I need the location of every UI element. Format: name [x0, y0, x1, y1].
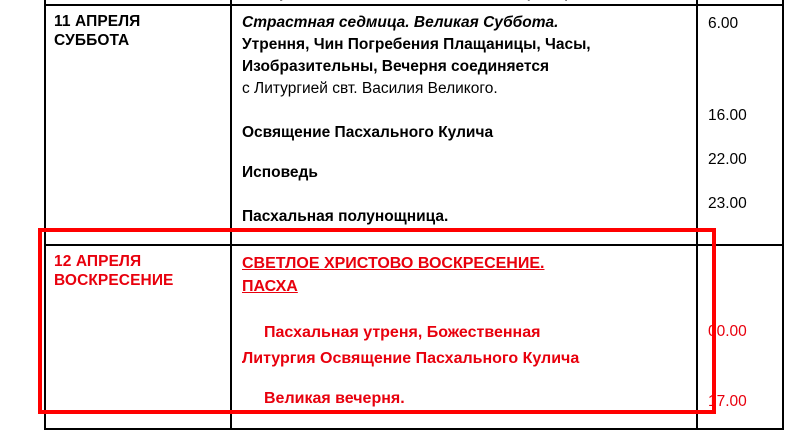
time-1: 6.00: [708, 15, 739, 32]
time-2: 16.00: [708, 107, 747, 124]
time-2: 17.00: [708, 393, 747, 410]
time-3: 22.00: [708, 151, 747, 168]
easter-title-line-2: ПАСХА: [242, 278, 298, 295]
body-line-2: Утрення, Чин Погребения Плащаницы, Часы,: [242, 36, 591, 53]
cell-time: [698, 0, 782, 4]
schedule-table: [44, 0, 784, 430]
clipped-time-text: [708, 0, 774, 4]
table-row-saturday: [44, 4, 784, 244]
body-line-1: Страстная седмица. Великая Суббота.: [242, 14, 559, 31]
body-line-3: Изобразительны, Вечерня соединяется: [242, 58, 549, 75]
time-4: 23.00: [708, 195, 747, 212]
table-row: [44, 0, 784, 4]
easter-body-line-2: Литургия Освящение Пасхального Кулича: [242, 350, 580, 367]
easter-title-line-1: СВЕТЛОЕ ХРИСТОВО ВОСКРЕСЕНИЕ.: [242, 255, 545, 272]
body-line-4: с Литургией свт. Василия Великого.: [242, 80, 498, 97]
cell-date-saturday: [46, 6, 232, 244]
cell-body: [232, 0, 698, 4]
cell-body-easter: [232, 246, 698, 428]
date-line-1: 11 АПРЕЛЯ: [54, 13, 141, 30]
time-1: 00.00: [708, 323, 747, 340]
cell-time-saturday: [698, 6, 782, 244]
easter-body-line-3: Великая вечерня.: [264, 390, 405, 407]
clipped-body-text: [242, 0, 686, 4]
cell-body-saturday: [232, 6, 698, 244]
cell-date: [46, 0, 232, 4]
cell-date-easter: [46, 246, 232, 428]
body-line-6: Исповедь: [242, 164, 318, 181]
date-line-2: ВОСКРЕСЕНИЕ: [54, 272, 174, 289]
body-line-7: Пасхальная полунощница.: [242, 208, 449, 225]
easter-body-line-1: Пасхальная утреня, Божественная: [264, 324, 541, 341]
page-edge: [784, 0, 810, 424]
body-line-5: Освящение Пасхального Кулича: [242, 124, 494, 141]
date-line-2: СУББОТА: [54, 32, 130, 49]
table-row-easter: [44, 244, 784, 430]
cell-time-easter: [698, 246, 782, 428]
date-line-1: 12 АПРЕЛЯ: [54, 253, 142, 270]
